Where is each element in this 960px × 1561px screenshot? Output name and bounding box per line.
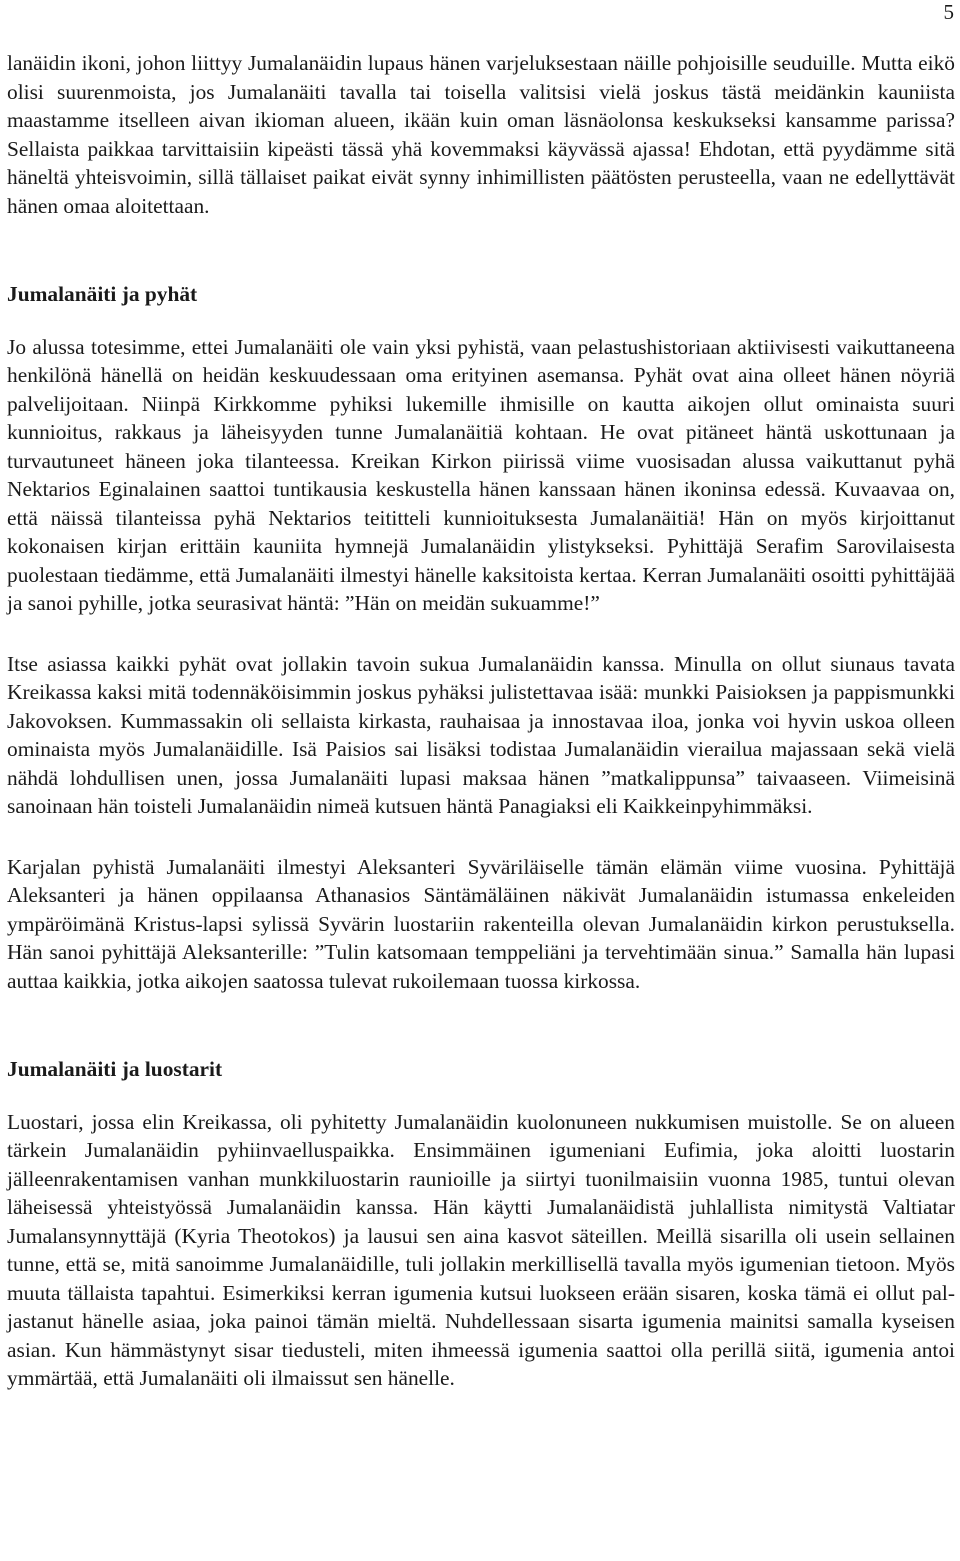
section-heading-monasteries: Jumalanäiti ja luostarit bbox=[7, 1057, 223, 1081]
spacer bbox=[7, 309, 955, 333]
document-body bbox=[7, 49, 955, 1393]
section-heading-saints: Jumalanäiti ja pyhät bbox=[7, 282, 198, 306]
paragraph-monasteries-1: Luostari, jossa elin Kreikassa, oli pyhitetty Jumalanäidin kuolonuneen nukkumisen muistolle. Se on alueen tärkein Jumalanäidin pyhiinvaelluspaikka. Ensimmäinen igumeniani Eufimia, joka aloitti luostarin jälleenrakentamisen vanhan munkkiluostarin raunioille ja siirtyi tuonilmaisiin vuonna 1985, tuntui olevan läheisessä yhteistyössä Jumalanäidin kanssa. Hän käytti Jumalanäidistä juhlallista nimitystä Valtiatar Jumalansynnyttäjä (Kyria Theotokos) ja lausui sen aina kasvot säteillen. Meillä sisarilla oli usein sellainen tunne, että se, mitä sanoimme Jumalanäidille, tuli jollakin merkillisellä tavalla myös igumenian tietoon. Myös muuta tällaista tapahtui. Esimerkiksi kerran igumenia kutsui luokseen erään sisaren, koska tämä ei ollut paljastanut hänelle asiaa, joka painoi tämän mieltä. Nuhdellessaan sisarta igumenia mainitsi samalla kyseisen asian. Kun hämmästynyt sisar tiedusteli, miten ihmeessä igumenia saattoi olla perillä siitä, igumenia antoi ymmärtää, että Jumalanäiti oli ilmaissut sen hänelle. bbox=[7, 1109, 955, 1390]
page-number: 5 bbox=[943, 0, 954, 24]
paragraph-saints-1: Jo alussa totesimme, ettei Jumalanäiti ole vain yksi pyhistä, vaan pelastushistoriaan aktiivisesti vaikuttaneena henkilönä hänellä on heidän keskuudessaan oma erityinen asemansa. Pyhät ovat aina olleet hänen nöyriä palvelijoitaan. Niinpä Kirkkomme pyhiksi lukemille ihmisille on kautta aikojen ollut ominaista suuri kunnioitus, rakkaus ja läheisyyden tunne Jumalanäitiä kohtaan. He ovat pitäneet häntä uskottunaan ja turvautuneet häneen joka tilanteessa. Kreikan Kirkon piirissä viime vuosisadan alussa vaikuttanut pyhä Nektarios Eginalainen saattoi tuntikausia keskustella hänen kanssaan hänen ikoninsa edessä. Kuvaavaa on, että näissä tilanteissa pyhä Nektarios teititteli kunnioituksesta Jumalanäitiä! Hän on myös kirjoittanut kokonaisen kirjan erittäin kauniita hymnejä Jumalanäidin ylistykseksi. Pyhittäjä Serafim Sarovilaisesta puolestaan tiedämme, että Jumalanäiti ilmestyi hänelle kaksitoista kertaa. Kerran Jumalanäiti osoitti pyhittäjää ja sanoi pyhille, jotka seurasivat häntä: ”Hän on meidän sukuamme!” bbox=[7, 334, 955, 615]
paragraph-saints-3: Karjalan pyhistä Jumalanäiti ilmestyi Aleksanteri Syväriläiselle tämän elämän viime vuosina. Pyhittäjä Aleksanteri ja hänen oppilaansa Athanasios Säntämäläinen näkivät Jumalanäidin istumassa enkeleiden ympäröimänä Kristus-lapsi sylissä Syvärin luostariin rakenteilla olevan Jumalanäidin kirkon perustuksella. Hän sanoi pyhittäjä Aleksanterille: ”Tulin katsomaan temppeliäni ja tervehtimään sinua.” Samalla hän lupasi auttaa kaikkia, jotka aikojen saatossa tulevat rukoilemaan tuossa kirkossa. bbox=[7, 854, 955, 993]
paragraph-saints-2: Itse asiassa kaikki pyhät ovat jollakin tavoin sukua Jumalanäidin kanssa. Minulla on ollut siunaus tavata Kreikassa kaksi mitä todennäköisimmin joskus pyhäksi julistettavaa isää: munkki Paisioksen ja pappismunkki Jakovoksen. Kummassakin oli sellaista kirkasta, rauhaisaa ja innostavaa iloa, jonka voi hyvin uskoa olleen ominaista myös Jumalanäidille. Isä Paisios sai lisäksi todistaa Jumalanäidin vierailua majassaan sekä vielä nähdä lohdullisen unen, jossa Jumalanäiti lupasi maksaa hänen ”matkalippunsa” taivaaseen. Viimeisinä sanoinaan hän toisteli Jumalanäidin nimeä kutsuen häntä Panagiaksi eli Kaikkeinpyhimmäksi. bbox=[7, 651, 955, 818]
paragraph-intro: lanäidin ikoni, johon liittyy Jumalanäidin lupaus hänen varjeluksestaan näille pohjoisille seuduille. Mutta eikö olisi suurenmoista, jos Jumalanäiti tavalla tai toisella valitsisi vielä joskus tästä meidänkin kauniista maastamme itselleen aivan ikioman alueen, ikään kuin oman läsnäolonsa keskukseksi kansamme parissa? Sellaista paikkaa tarvittaisiin kipeästi tässä yhä kovemmaksi käyvässä ajassa! Ehdotan, että pyydämme sitä häneltä yhteisvoimin, sillä tällaiset paikat eivät synny inhimillisten päätösten perusteella, vaan ne edellyttävät hänen omaa aloitettaan. bbox=[7, 51, 955, 218]
spacer bbox=[7, 821, 955, 853]
spacer bbox=[7, 618, 955, 650]
spacer bbox=[7, 1084, 955, 1108]
spacer bbox=[7, 220, 955, 280]
spacer bbox=[7, 995, 955, 1055]
